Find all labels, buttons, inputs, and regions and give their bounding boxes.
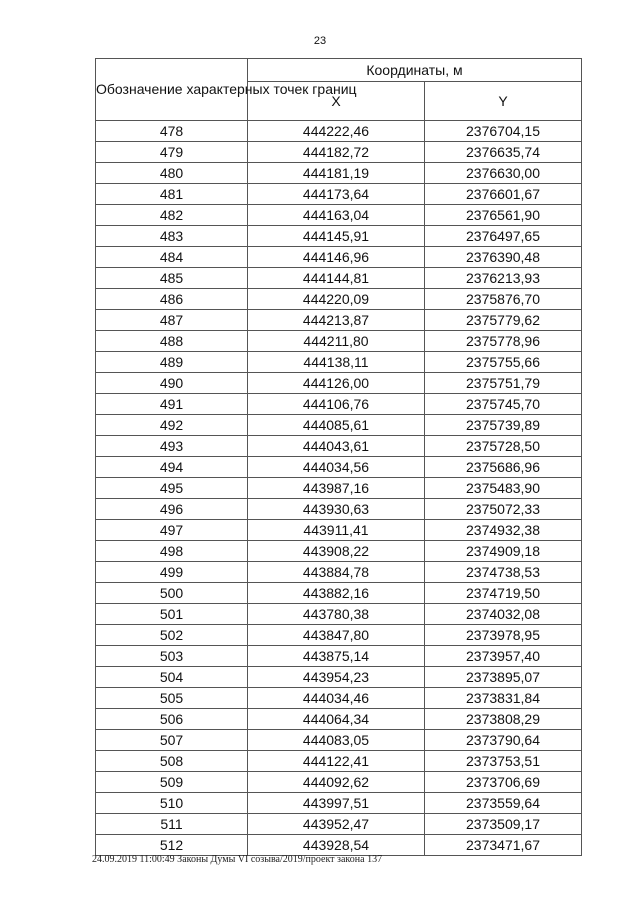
y-cell: 2373471,67	[425, 835, 582, 856]
x-cell: 444034,46	[248, 688, 425, 709]
point-cell: 495	[96, 478, 248, 499]
point-cell: 510	[96, 793, 248, 814]
point-cell: 499	[96, 562, 248, 583]
table-row	[96, 625, 582, 646]
table-row	[96, 478, 582, 499]
point-cell: 494	[96, 457, 248, 478]
point-cell: 479	[96, 142, 248, 163]
point-cell: 497	[96, 520, 248, 541]
y-cell: 2376630,00	[425, 163, 582, 184]
point-cell: 482	[96, 205, 248, 226]
x-cell: 444083,05	[248, 730, 425, 751]
table-row	[96, 373, 582, 394]
x-cell: 443780,38	[248, 604, 425, 625]
y-cell: 2376390,48	[425, 247, 582, 268]
y-cell: 2373509,17	[425, 814, 582, 835]
table-row	[96, 709, 582, 730]
x-cell: 444213,87	[248, 310, 425, 331]
point-cell: 504	[96, 667, 248, 688]
x-cell: 443882,16	[248, 583, 425, 604]
x-cell: 444138,11	[248, 352, 425, 373]
x-cell: 444146,96	[248, 247, 425, 268]
y-cell: 2376635,74	[425, 142, 582, 163]
point-cell: 484	[96, 247, 248, 268]
y-cell: 2375686,96	[425, 457, 582, 478]
table-row	[96, 310, 582, 331]
coordinates-header: Координаты, м	[248, 59, 582, 82]
point-cell: 480	[96, 163, 248, 184]
table-row	[96, 289, 582, 310]
table-row	[96, 793, 582, 814]
y-cell: 2373559,64	[425, 793, 582, 814]
x-cell: 444092,62	[248, 772, 425, 793]
table-row	[96, 520, 582, 541]
point-cell: 486	[96, 289, 248, 310]
y-cell: 2373808,29	[425, 709, 582, 730]
table-row	[96, 184, 582, 205]
table-row	[96, 562, 582, 583]
table-row	[96, 415, 582, 436]
point-cell: 508	[96, 751, 248, 772]
point-cell: 512	[96, 835, 248, 856]
table-row	[96, 394, 582, 415]
y-cell: 2375751,79	[425, 373, 582, 394]
x-cell: 443928,54	[248, 835, 425, 856]
x-cell: 443911,41	[248, 520, 425, 541]
x-cell: 444222,46	[248, 121, 425, 142]
x-cell: 443908,22	[248, 541, 425, 562]
table-row	[96, 268, 582, 289]
y-cell: 2374719,50	[425, 583, 582, 604]
x-cell: 443987,16	[248, 478, 425, 499]
x-cell: 443930,63	[248, 499, 425, 520]
table-row	[96, 772, 582, 793]
x-cell: 444220,09	[248, 289, 425, 310]
page-number: 23	[313, 35, 327, 47]
y-cell: 2375483,90	[425, 478, 582, 499]
x-cell: 444182,72	[248, 142, 425, 163]
point-cell: 488	[96, 331, 248, 352]
x-cell: 443884,78	[248, 562, 425, 583]
point-cell: 507	[96, 730, 248, 751]
y-cell: 2375755,66	[425, 352, 582, 373]
table-row	[96, 814, 582, 835]
y-cell: 2373895,07	[425, 667, 582, 688]
point-cell: 490	[96, 373, 248, 394]
point-cell: 503	[96, 646, 248, 667]
y-cell: 2376497,65	[425, 226, 582, 247]
table-row	[96, 226, 582, 247]
point-cell: 481	[96, 184, 248, 205]
x-header: X	[248, 82, 425, 121]
y-cell: 2374032,08	[425, 604, 582, 625]
table-row	[96, 352, 582, 373]
footer-stamp: 24.09.2019 11:00:49 Законы Думы VI созыва/2019/проект закона 137	[92, 854, 383, 865]
point-cell: 493	[96, 436, 248, 457]
x-cell: 444064,34	[248, 709, 425, 730]
coordinates-table	[95, 58, 582, 856]
table-row	[96, 730, 582, 751]
y-cell: 2373753,51	[425, 751, 582, 772]
y-cell: 2375745,70	[425, 394, 582, 415]
point-cell: 491	[96, 394, 248, 415]
x-cell: 444144,81	[248, 268, 425, 289]
y-cell: 2373957,40	[425, 646, 582, 667]
x-cell: 444122,41	[248, 751, 425, 772]
x-cell: 444181,19	[248, 163, 425, 184]
point-cell: 485	[96, 268, 248, 289]
table-row	[96, 331, 582, 352]
y-cell: 2375779,62	[425, 310, 582, 331]
y-cell: 2376561,90	[425, 205, 582, 226]
table-row	[96, 667, 582, 688]
point-cell: 505	[96, 688, 248, 709]
y-cell: 2375728,50	[425, 436, 582, 457]
x-cell: 443875,14	[248, 646, 425, 667]
y-cell: 2374738,53	[425, 562, 582, 583]
x-cell: 443997,51	[248, 793, 425, 814]
table-row	[96, 835, 582, 856]
x-cell: 444085,61	[248, 415, 425, 436]
point-cell: 478	[96, 121, 248, 142]
table-row	[96, 751, 582, 772]
point-cell: 511	[96, 814, 248, 835]
table-row	[96, 142, 582, 163]
x-cell: 443954,23	[248, 667, 425, 688]
table-row	[96, 583, 582, 604]
x-cell: 444106,76	[248, 394, 425, 415]
point-cell: 483	[96, 226, 248, 247]
point-cell: 492	[96, 415, 248, 436]
y-cell: 2375739,89	[425, 415, 582, 436]
y-header: Y	[425, 82, 582, 121]
y-cell: 2375072,33	[425, 499, 582, 520]
x-cell: 444043,61	[248, 436, 425, 457]
y-cell: 2373831,84	[425, 688, 582, 709]
y-cell: 2373978,95	[425, 625, 582, 646]
x-cell: 444163,04	[248, 205, 425, 226]
point-cell: 500	[96, 583, 248, 604]
table-row	[96, 457, 582, 478]
table-row	[96, 604, 582, 625]
x-cell: 443952,47	[248, 814, 425, 835]
y-cell: 2375876,70	[425, 289, 582, 310]
x-cell: 444145,91	[248, 226, 425, 247]
x-cell: 443847,80	[248, 625, 425, 646]
x-cell: 444034,56	[248, 457, 425, 478]
y-cell: 2376704,15	[425, 121, 582, 142]
table-row	[96, 541, 582, 562]
point-cell: 489	[96, 352, 248, 373]
y-cell: 2374932,38	[425, 520, 582, 541]
y-cell: 2375778,96	[425, 331, 582, 352]
table-row	[96, 121, 582, 142]
point-cell: 509	[96, 772, 248, 793]
table-row	[96, 436, 582, 457]
y-cell: 2376601,67	[425, 184, 582, 205]
point-cell: 501	[96, 604, 248, 625]
x-cell: 444211,80	[248, 331, 425, 352]
y-cell: 2376213,93	[425, 268, 582, 289]
y-cell: 2374909,18	[425, 541, 582, 562]
x-cell: 444173,64	[248, 184, 425, 205]
point-cell: 498	[96, 541, 248, 562]
table-row	[96, 247, 582, 268]
y-cell: 2373706,69	[425, 772, 582, 793]
x-cell: 444126,00	[248, 373, 425, 394]
table-row	[96, 646, 582, 667]
point-cell: 506	[96, 709, 248, 730]
table-row	[96, 163, 582, 184]
point-label-header: Обозначение характерных точек границ	[96, 59, 248, 121]
table-row	[96, 688, 582, 709]
y-cell: 2373790,64	[425, 730, 582, 751]
table-row	[96, 499, 582, 520]
point-cell: 502	[96, 625, 248, 646]
table-body	[96, 121, 582, 856]
point-cell: 496	[96, 499, 248, 520]
point-cell: 487	[96, 310, 248, 331]
table-row	[96, 205, 582, 226]
